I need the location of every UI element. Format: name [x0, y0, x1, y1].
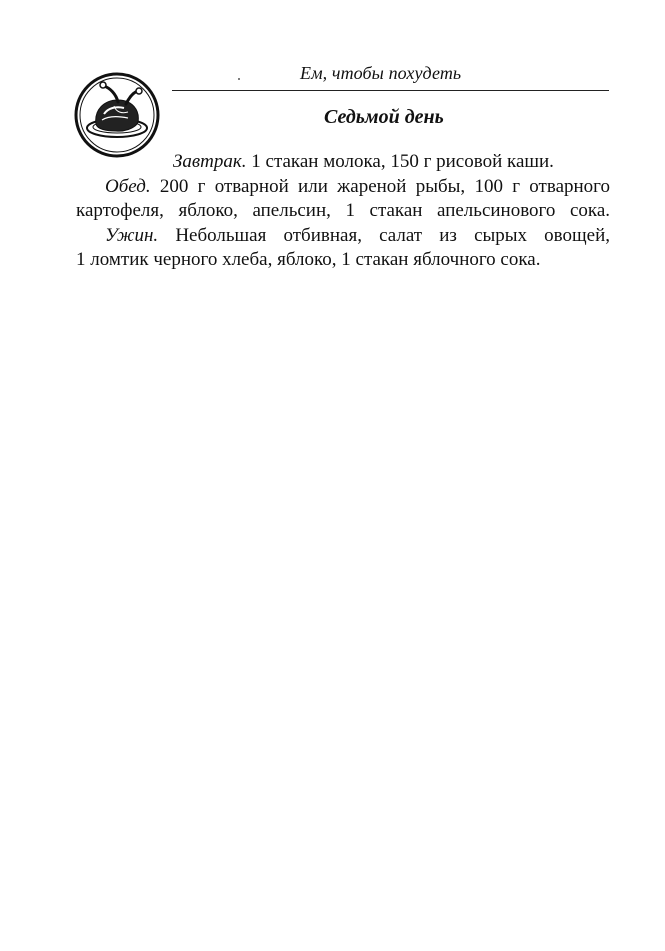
lunch-text-1: 200 г отварной или жареной рыбы, 100 г отварного: [150, 175, 610, 197]
lunch-label: Обед.: [105, 175, 151, 197]
dinner-label: Ужин.: [105, 224, 159, 246]
lunch-line-1: [76, 175, 610, 200]
roast-chicken-on-plate-icon: [74, 72, 160, 158]
print-speck: [238, 78, 240, 80]
dinner-line-1: [76, 224, 610, 249]
breakfast-text: 1 стакан молока, 150 г рисовой каши.: [246, 151, 554, 172]
breakfast-paragraph: [76, 150, 610, 175]
meal-plan: [76, 150, 610, 273]
running-head: Ем, чтобы похудеть: [300, 63, 462, 83]
dinner-line-2: 1 ломтик черного хлеба, яблоко, 1 стакан яблочного сока.: [76, 249, 541, 270]
header-rule: [172, 90, 609, 91]
lunch-line-2: картофеля, яблоко, апельсин, 1 стакан апельсинового сока.: [76, 200, 610, 221]
section-title: Седьмой день: [324, 106, 444, 128]
breakfast-label: Завтрак.: [173, 151, 247, 172]
dinner-text-1: Небольшая отбивная, салат из сырых овощей,: [158, 224, 610, 246]
